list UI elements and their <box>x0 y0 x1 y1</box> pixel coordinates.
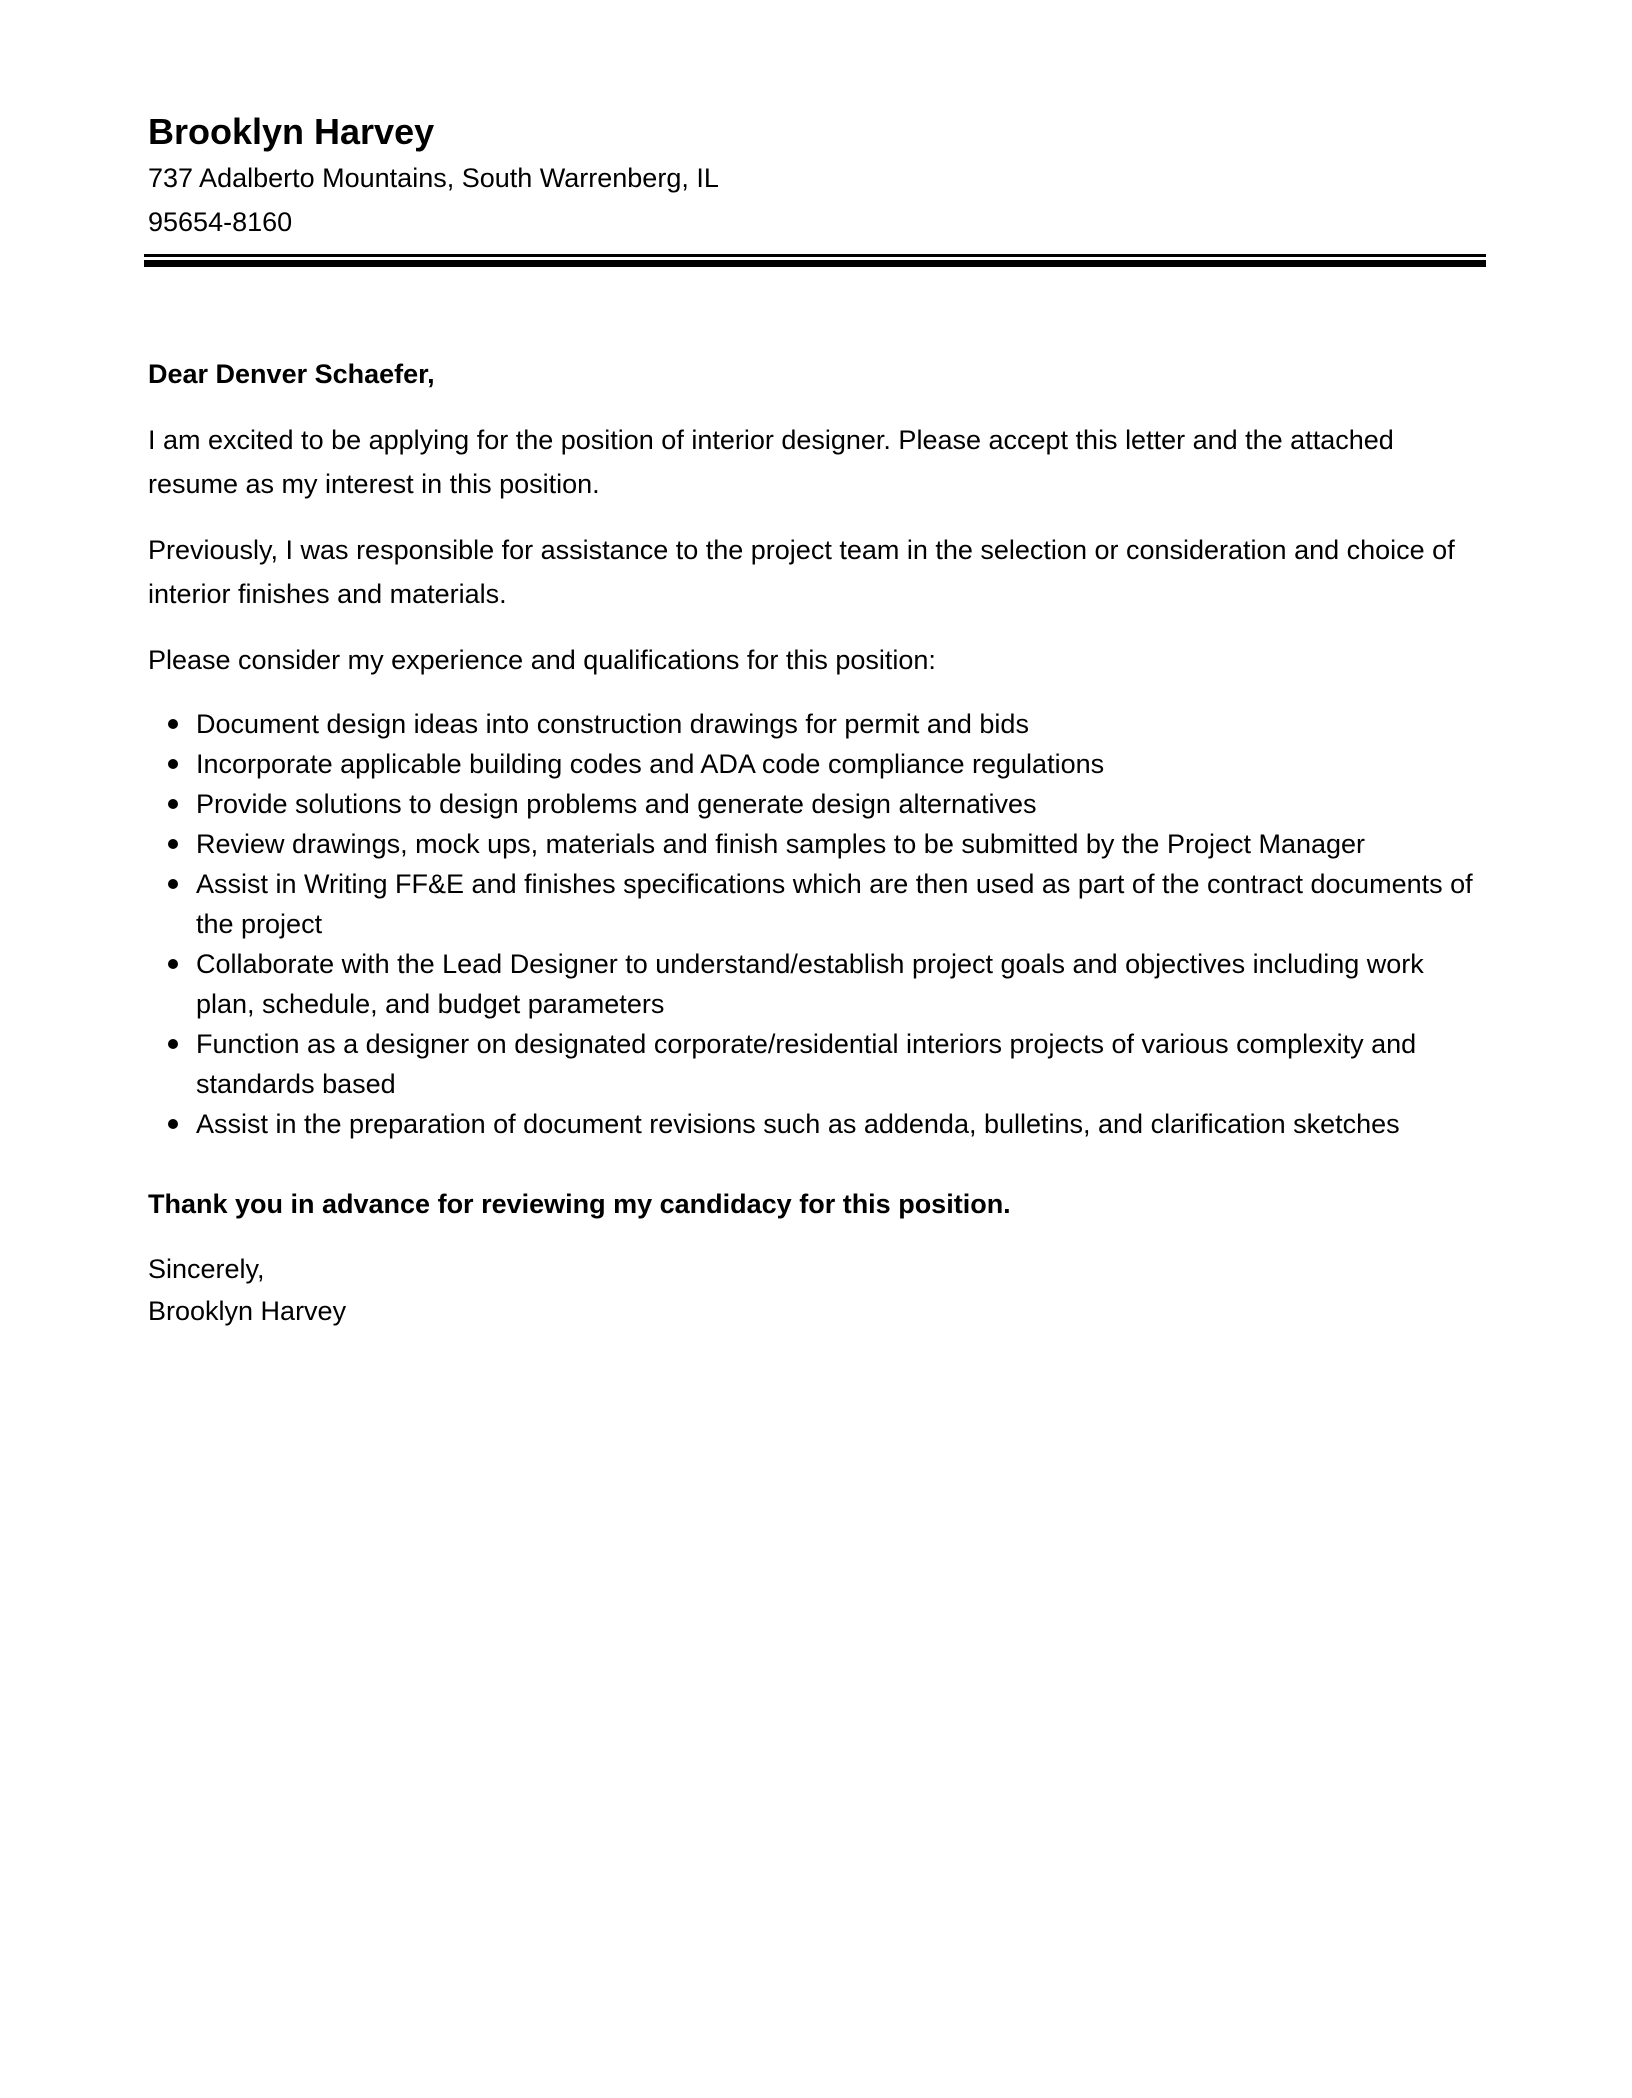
sender-address-line1: 737 Adalberto Mountains, South Warrenberg, IL <box>148 163 719 193</box>
bullet-icon <box>168 759 178 769</box>
letter-header <box>148 108 1488 244</box>
bullet-icon <box>168 1039 178 1049</box>
letter-page <box>148 108 1488 1326</box>
list-item <box>148 1024 1488 1104</box>
list-item-text: Document design ideas into construction drawings for permit and bids <box>196 709 1029 739</box>
qualifications-list <box>148 704 1488 1144</box>
list-item-text: Collaborate with the Lead Designer to understand/establish project goals and objectives including work plan, schedule, and budget parameters <box>196 949 1424 1019</box>
list-item-text: Function as a designer on designated corporate/residential interiors projects of various complexity and standards based <box>196 1029 1417 1099</box>
list-item <box>148 784 1488 824</box>
list-item <box>148 824 1488 864</box>
bullet-icon <box>168 959 178 969</box>
letter-body <box>148 352 1488 1332</box>
sender-address-line2: 95654-8160 <box>148 207 293 237</box>
list-item-text: Review drawings, mock ups, materials and finish samples to be submitted by the Project Manager <box>196 829 1366 859</box>
experience-paragraph: Previously, I was responsible for assistance to the project team in the selection or consideration and choice of interior finishes and materials. <box>148 535 1455 609</box>
salutation: Dear Denver Schaefer, <box>148 359 435 389</box>
closing-statement: Thank you in advance for reviewing my candidacy for this position. <box>148 1189 1011 1219</box>
bullet-icon <box>168 1119 178 1129</box>
bullet-icon <box>168 839 178 849</box>
intro-paragraph: I am excited to be applying for the position of interior designer. Please accept this letter and the attached resume as my interest in this position. <box>148 425 1394 499</box>
signature-name: Brooklyn Harvey <box>148 1296 347 1326</box>
list-item-text: Assist in the preparation of document revisions such as addenda, bulletins, and clarification sketches <box>196 1109 1400 1139</box>
list-item <box>148 1104 1488 1144</box>
list-item <box>148 944 1488 1024</box>
list-item <box>148 864 1488 944</box>
list-item-text: Incorporate applicable building codes and ADA code compliance regulations <box>196 749 1105 779</box>
list-item-text: Provide solutions to design problems and generate design alternatives <box>196 789 1037 819</box>
bullet-icon <box>168 799 178 809</box>
list-item-text: Assist in Writing FF&E and finishes specifications which are then used as part of the contract documents of the project <box>196 869 1473 939</box>
header-divider <box>144 254 1486 267</box>
bullet-icon <box>168 879 178 889</box>
list-item <box>148 744 1488 784</box>
signoff: Sincerely, <box>148 1254 265 1284</box>
sender-name: Brooklyn Harvey <box>148 111 435 152</box>
qualifications-lead-in: Please consider my experience and qualifications for this position: <box>148 645 936 675</box>
list-item <box>148 704 1488 744</box>
bullet-icon <box>168 719 178 729</box>
